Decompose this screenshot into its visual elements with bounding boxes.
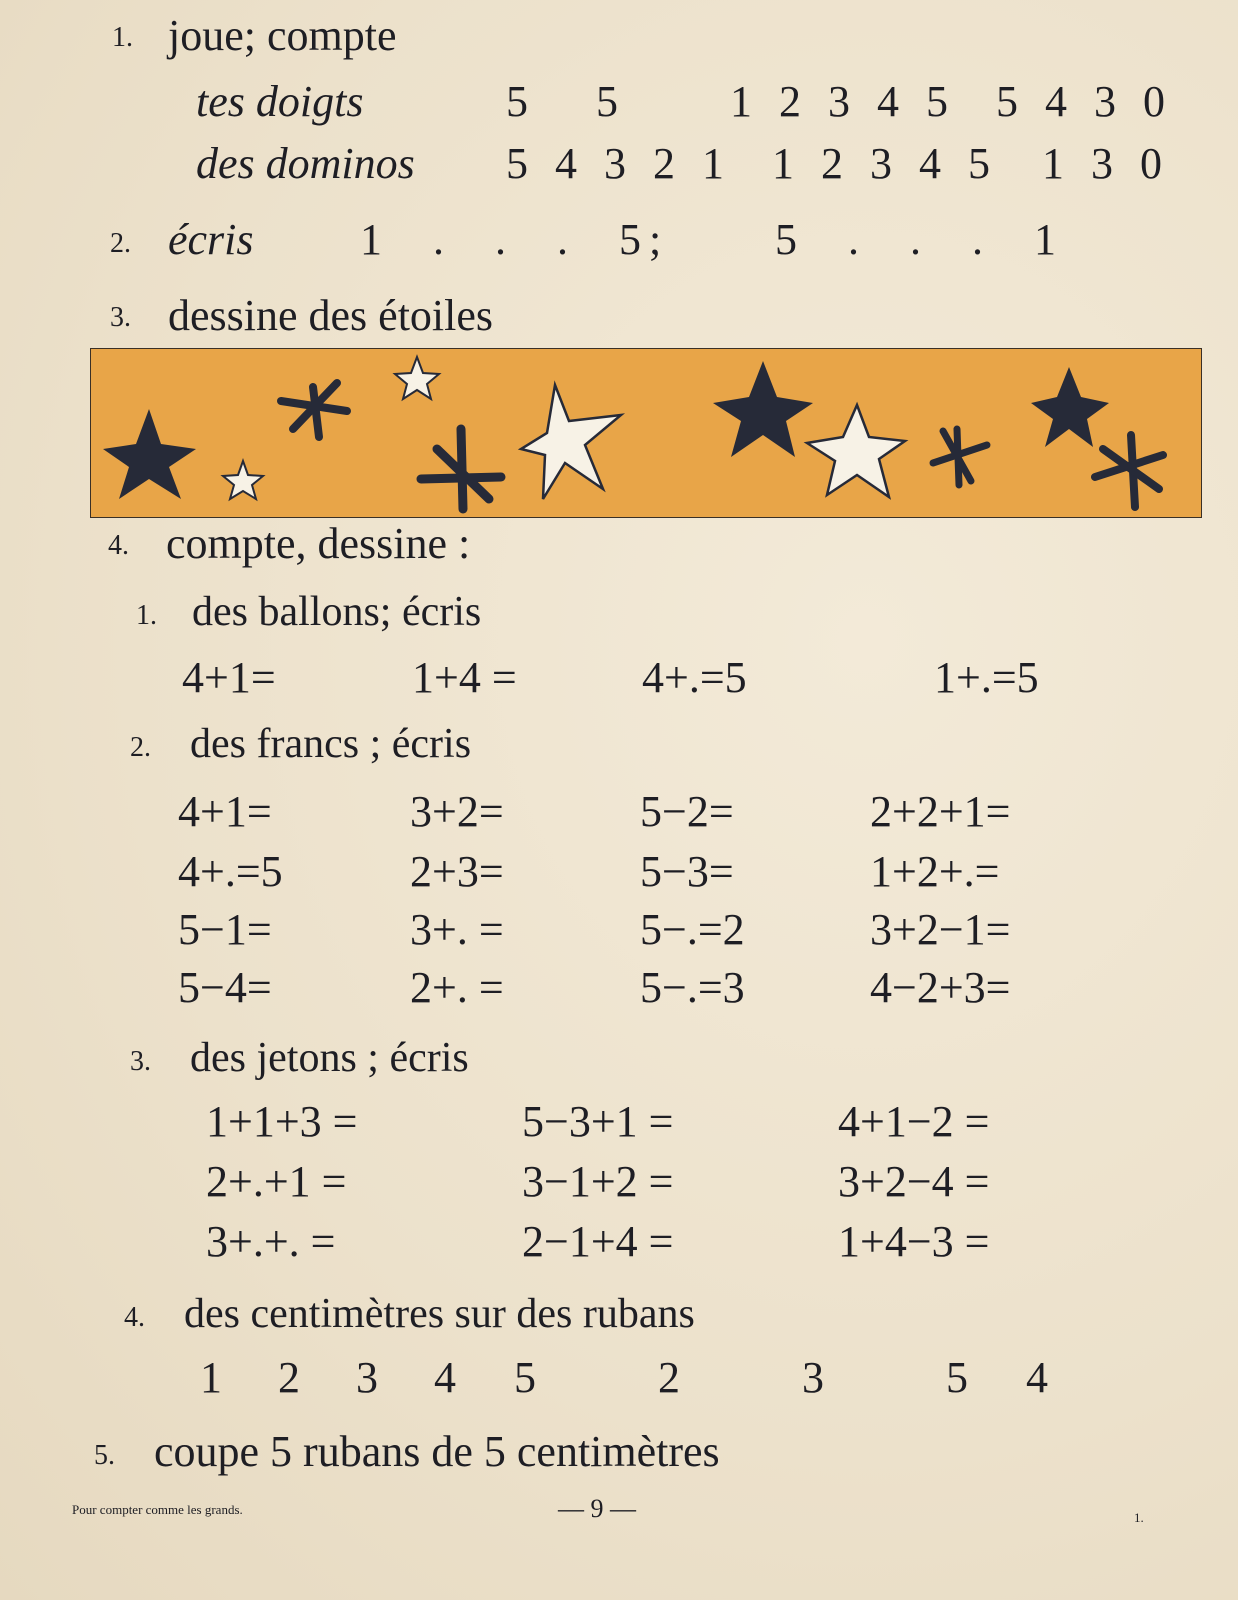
ribbon-length: 4 xyxy=(1026,1353,1048,1402)
stars-banner xyxy=(90,348,1202,518)
equation: 4+1= xyxy=(182,653,276,702)
dark-asterisk-star-icon xyxy=(933,429,987,485)
sub-2-title: des francs ; écris xyxy=(190,721,472,767)
equation: 4+.=5 xyxy=(642,653,747,702)
section-2-title: écris xyxy=(168,215,254,264)
equation: 5−1= xyxy=(178,905,272,954)
section-1-number: 1. xyxy=(112,22,133,53)
footer-book-title: Pour compter comme les grands. xyxy=(72,1502,243,1517)
ribbon-length: 3 xyxy=(802,1353,824,1402)
equation: 1+.=5 xyxy=(934,653,1039,702)
footer-mark: 1. xyxy=(1134,1510,1144,1525)
sub-3-title: des jetons ; écris xyxy=(190,1035,469,1081)
equation: 2+. = xyxy=(410,963,504,1012)
equation: 3−1+2 = xyxy=(522,1157,674,1206)
row-dominos-label: des dominos xyxy=(196,139,415,188)
equation: 5−3+1 = xyxy=(522,1097,674,1146)
section-5-number: 5. xyxy=(94,1440,115,1471)
dark-asterisk-star-icon xyxy=(281,383,347,437)
row-dominos-group-3: 1 3 0 xyxy=(1042,139,1170,188)
row-doigts-label: tes doigts xyxy=(196,77,364,126)
equation: 5−3= xyxy=(640,847,734,896)
section-3-title: dessine des étoiles xyxy=(168,291,494,340)
sequence-down: 5 . . . 1 xyxy=(775,215,1064,264)
equation: 2+.+1 = xyxy=(206,1157,347,1206)
section-4-number: 4. xyxy=(108,530,129,561)
ribbon-length: 5 xyxy=(514,1353,536,1402)
page-number: — 9 — xyxy=(558,1494,636,1523)
dark-star-icon xyxy=(713,361,813,457)
ribbon-length: 1 xyxy=(200,1353,222,1402)
equation: 1+4 = xyxy=(412,653,517,702)
equation: 2−1+4 = xyxy=(522,1217,674,1266)
light-star-icon xyxy=(807,405,905,497)
sub-1-title: des ballons; écris xyxy=(192,589,482,635)
sequence-up: 1 . . . 5; xyxy=(360,215,670,264)
dark-asterisk-star-icon xyxy=(1095,435,1163,507)
sub-3-number: 3. xyxy=(130,1046,151,1077)
row-doigts-group-1: 5 xyxy=(506,77,536,126)
row-dominos-group-2: 1 2 3 4 5 xyxy=(772,139,998,188)
equation: 4+1−2 = xyxy=(838,1097,990,1146)
equation: 4+.=5 xyxy=(178,847,283,896)
sub-4-title: des centimètres sur des rubans xyxy=(184,1291,695,1337)
equation: 3+2−1= xyxy=(870,905,1011,954)
equation: 5−2= xyxy=(640,787,734,836)
section-5-title: coupe 5 rubans de 5 centimètres xyxy=(154,1427,720,1476)
equation: 1+1+3 = xyxy=(206,1097,358,1146)
equation: 2+3= xyxy=(410,847,504,896)
dark-star-icon xyxy=(103,409,196,499)
equation: 4−2+3= xyxy=(870,963,1011,1012)
equation: 5−4= xyxy=(178,963,272,1012)
section-1-title: joue; compte xyxy=(168,11,397,60)
equation: 2+2+1= xyxy=(870,787,1011,836)
equation: 1+4−3 = xyxy=(838,1217,990,1266)
row-doigts-group-3: 1 2 3 4 5 xyxy=(730,77,956,126)
equation: 3+. = xyxy=(410,905,504,954)
row-doigts-group-2: 5 xyxy=(596,77,626,126)
equation: 3+.+. = xyxy=(206,1217,336,1266)
equation: 3+2−4 = xyxy=(838,1157,990,1206)
light-star-icon xyxy=(395,357,439,399)
section-3-number: 3. xyxy=(110,302,131,333)
ribbon-length: 3 xyxy=(356,1353,378,1402)
equation: 5−.=3 xyxy=(640,963,745,1012)
light-star-icon xyxy=(223,461,263,499)
section-2-number: 2. xyxy=(110,228,131,259)
equation: 4+1= xyxy=(178,787,272,836)
row-doigts-group-4: 5 4 3 0 xyxy=(996,77,1173,126)
dark-asterisk-star-icon xyxy=(421,429,501,509)
dark-star-icon xyxy=(1031,367,1109,447)
sub-4-number: 4. xyxy=(124,1302,145,1333)
equation: 5−.=2 xyxy=(640,905,745,954)
ribbon-length: 2 xyxy=(278,1353,300,1402)
stars-illustration xyxy=(91,349,1201,517)
ribbon-length: 2 xyxy=(658,1353,680,1402)
ribbon-length: 4 xyxy=(434,1353,456,1402)
section-4-title: compte, dessine : xyxy=(166,519,471,568)
ribbon-length: 5 xyxy=(946,1353,968,1402)
row-dominos-group-1: 5 4 3 2 1 xyxy=(506,139,732,188)
equation: 1+2+.= xyxy=(870,847,1000,896)
sub-1-number: 1. xyxy=(136,600,157,631)
equation: 3+2= xyxy=(410,787,504,836)
sub-2-number: 2. xyxy=(130,732,151,763)
light-star-icon xyxy=(521,385,621,499)
